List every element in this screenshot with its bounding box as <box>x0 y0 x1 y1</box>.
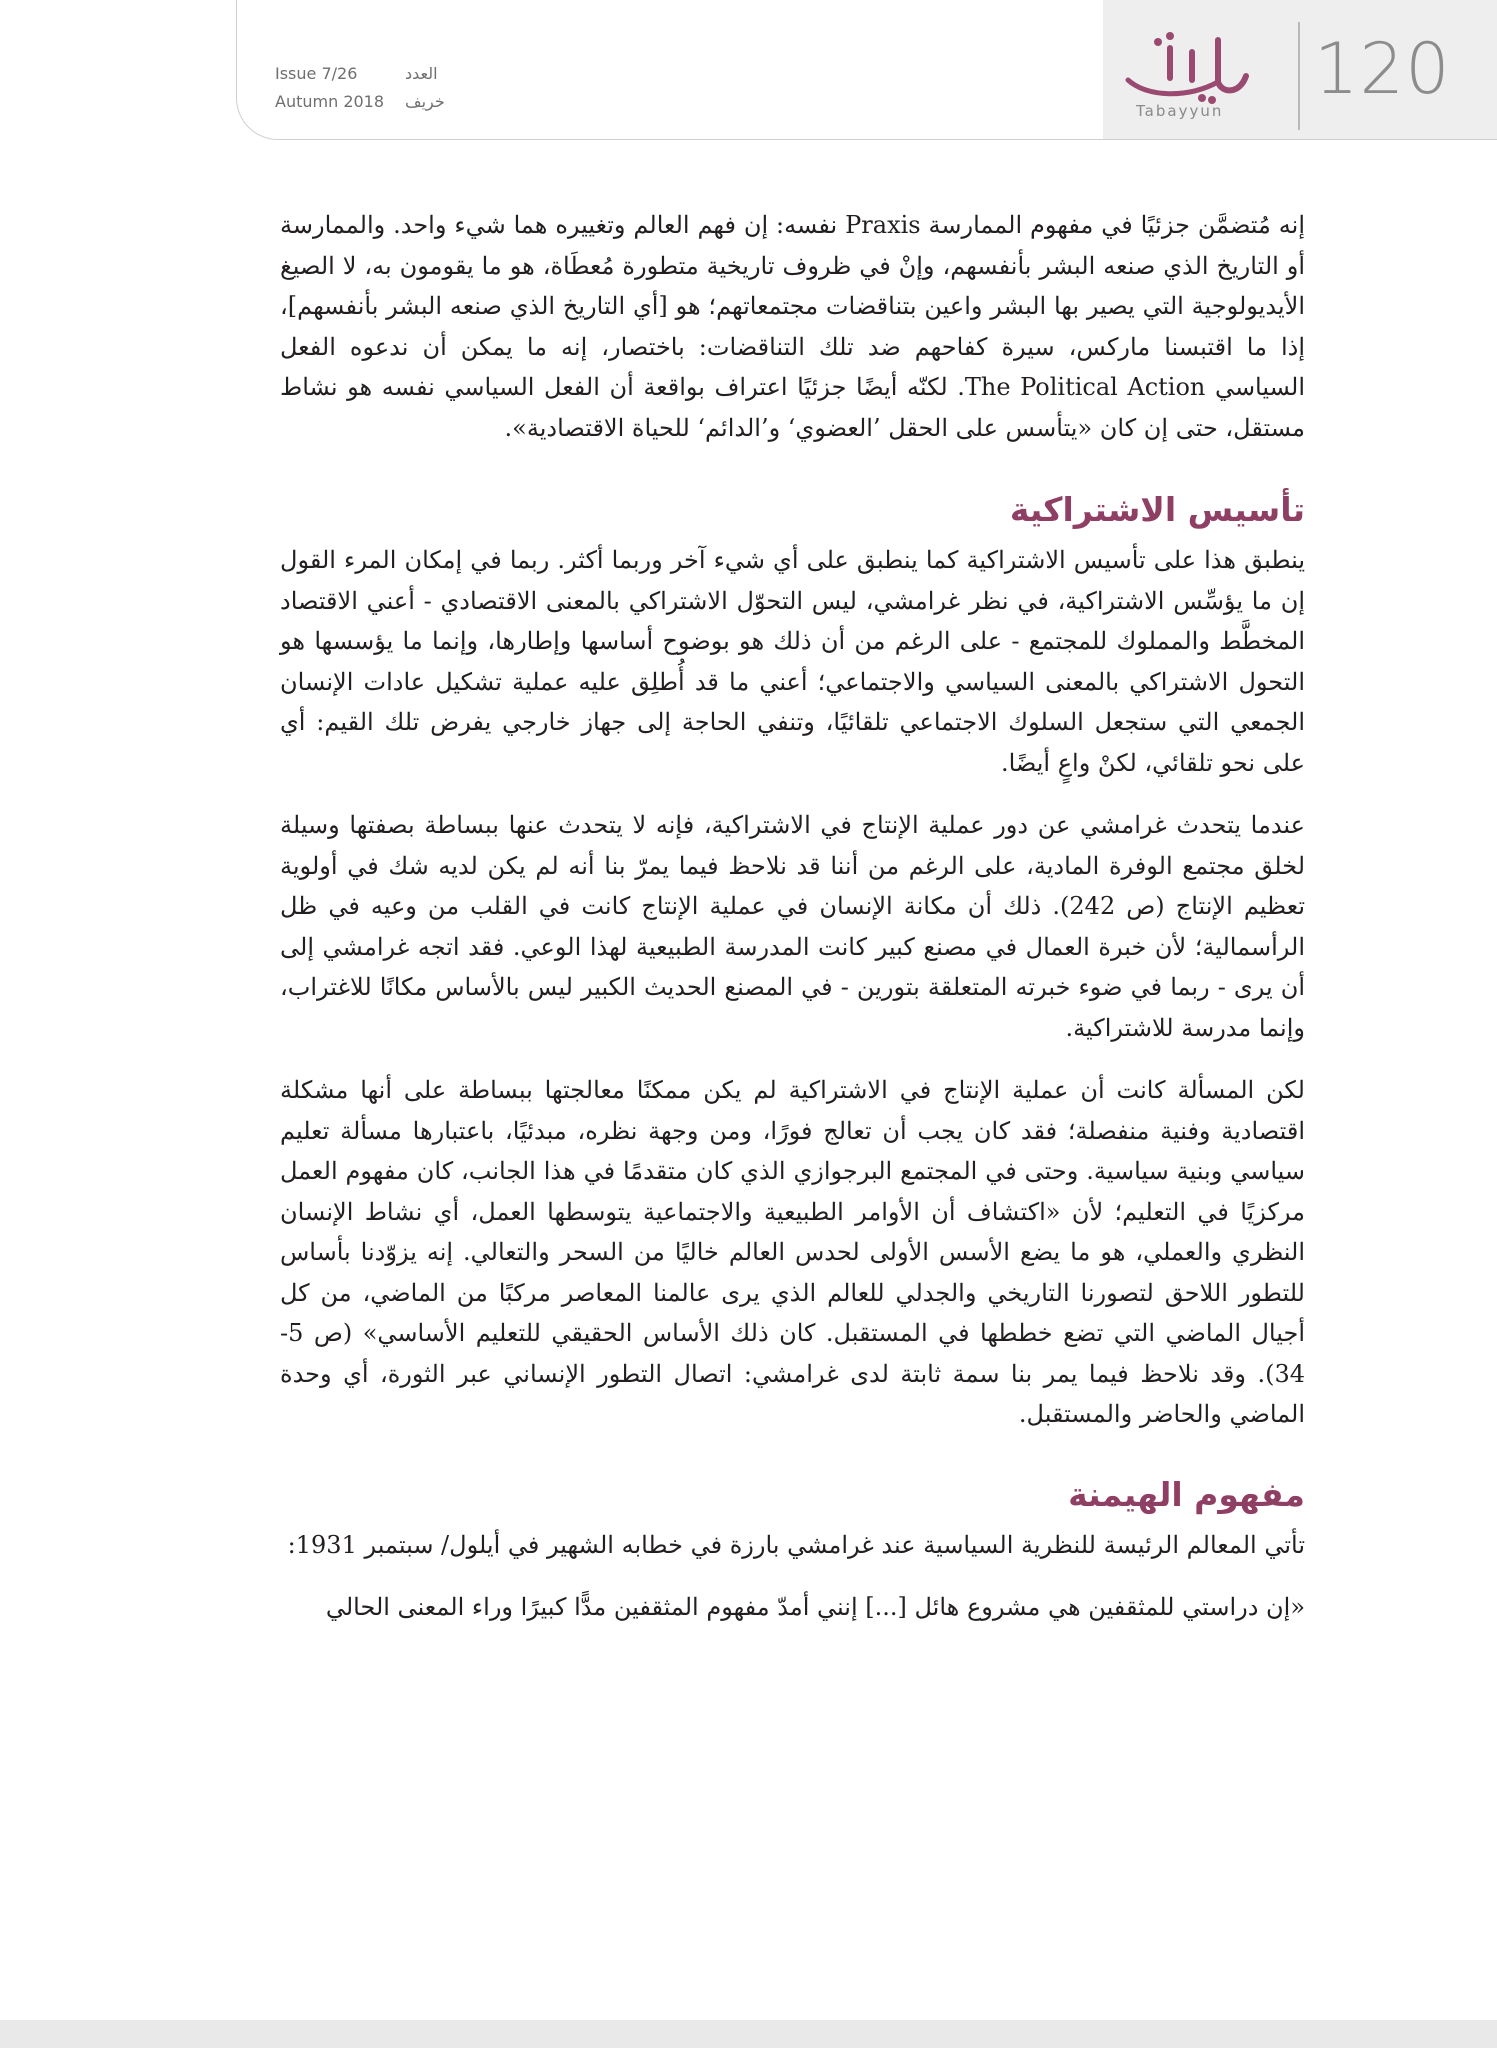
section-heading-socialism: تأسيس الاشتراكية <box>1009 490 1305 529</box>
section-heading-hegemony: مفهوم الهيمنة <box>1068 1474 1305 1514</box>
section1-paragraph-3: لكن المسألة كانت أن عملية الإنتاج في الاشتراكية لم يكن ممكنًا معالجتها ببساطة على أنها مشكلة اقتصادية وفنية منفصلة؛ فقد كان يجب أن تعالج فورًا، ومن وجهة نظره، مبدئيًا، باعتبارها مسألة تعليم سياسي وبنية سياسية. وحتى في المجتمع البرجوازي الذي كان متقدمًا في هذا الجانب، كان مفهوم العمل مركزيًا في التعليم؛ لأن «اكتشاف أن الأوامر الطبيعية والاجتماعية يتوسطها العمل، أي نشاط الإنسان النظري والعملي، هو ما يضع الأسس الأولى لحدس العالم خاليًا من السحر والتعالي. إنه يزوّدنا بأساس للتطور اللاحق لتصورنا التاريخي والجدلي للعالم الذي يرى عالمنا المعاصر مركبًا من الماضي، من كل أجيال الماضي التي تضع خططها في المستقبل. كان ذلك الأساس الحقيقي للتعليم الأساسي» (ص 5-34). وقد نلاحظ فيما يمر بنا سمة ثابتة لدى غرامشي: اتصال التطور الإنساني عبر الثورة، أي وحدة الماضي والحاضر والمستقبل. <box>280 1076 1305 1428</box>
intro-paragraph: إنه مُتضمَّن جزئيًا في مفهوم الممارسة Praxis نفسه: إن فهم العالم وتغييره هما شيء واحد. والممارسة أو التاريخ الذي صنعه البشر بأنفسهم، وإنْ في ظروف تاريخية متطورة مُعطَاة، هو ما يقومون به، لا الصيغ الأيديولوجية التي يصير بها البشر واعين بتناقضات مجتمعاتهم؛ هو [أي التاريخ الذي صنعه البشر بأنفسهم]، إذا ما اقتبسنا ماركس، سيرة كفاحهم ضد تلك التناقضات: باختصار، إنه ما يمكن أن ندعوه الفعل السياسي The Political Action. لكنّه أيضًا جزئيًا اعتراف بواقعة أن الفعل السياسي نفسه هو نشاط مستقل، حتى إن كان «يتأسس على الحقل ’العضوي‘ و’الدائم‘ للحياة الاقتصادية». <box>280 211 1306 442</box>
issue-season-ar: خريف <box>405 92 445 111</box>
section1-paragraph-2: عندما يتحدث غرامشي عن دور عملية الإنتاج في الاشتراكية، فإنه لا يتحدث عنها ببساطة بصفتها وسيلة لخلق مجتمع الوفرة المادية، على الرغم من أننا قد نلاحظ فيما يمرّ بنا أنه لم يكن لديه شك في أولوية تعظيم الإنتاج (ص 242). ذلك أن مكانة الإنسان في عملية الإنتاج كانت في القلب من وعيه في ظل الرأسمالية؛ لأن خبرة العمال في مصنع كبير كانت المدرسة الطبيعية لهذا الوعي. فقد اتجه غرامشي إلى أن يرى - ربما في ضوء خبرته المتعلقة بتورين - في المصنع الحديث الكبير ليس بالأساس مكانًا للاغتراب، وإنما مدرسة للاشتراكية. <box>280 811 1306 1042</box>
issue-season: Autumn 2018 <box>275 92 385 111</box>
section2-quote: «إن دراستي للمثقفين هي مشروع هائل [...] إنني أمدّ مفهوم المثقفين مدًّا كبيرًا وراء المعنى الحالي <box>325 1593 1305 1621</box>
page-number: 120 <box>1314 28 1451 110</box>
section2-paragraph-1: تأتي المعالم الرئيسة للنظرية السياسية عند غرامشي بارزة في خطابه الشهير في أيلول/ سبتمبر 1931: <box>287 1530 1305 1559</box>
logo-latin-name: Tabayyun <box>1136 102 1224 120</box>
issue-number: Issue 7/26 <box>275 64 358 83</box>
journal-logo <box>1118 32 1298 132</box>
header-divider <box>1298 22 1300 130</box>
article-body <box>280 205 1305 1650</box>
page-footer-bar <box>0 2020 1497 2048</box>
section1-paragraph-1: ينطبق هذا على تأسيس الاشتراكية كما ينطبق على أي شيء آخر وربما أكثر. ربما في إمكان المرء القول إن ما يؤسِّس الاشتراكية، في نظر غرامشي، ليس التحوّل الاشتراكي بالمعنى الاقتصادي - أعني الاقتصاد المخطَّط والمملوك للمجتمع - على الرغم من أن ذلك هو بوضوح أساسها وإطارها، وإنما ما يؤسسها هو التحول الاشتراكي بالمعنى السياسي والاجتماعي؛ أعني ما قد أُطلِق عليه عملية تشكيل عادات الإنسان الجمعي التي ستجعل السلوك الاجتماعي تلقائيًا، وتنفي الحاجة إلى جهاز خارجي يفرض تلك القيم: أي على نحو تلقائي، لكنْ واعٍ أيضًا. <box>280 546 1306 777</box>
logo-mark-icon <box>1118 32 1268 107</box>
issue-info <box>275 60 445 116</box>
issue-label-ar: العدد <box>405 64 438 83</box>
